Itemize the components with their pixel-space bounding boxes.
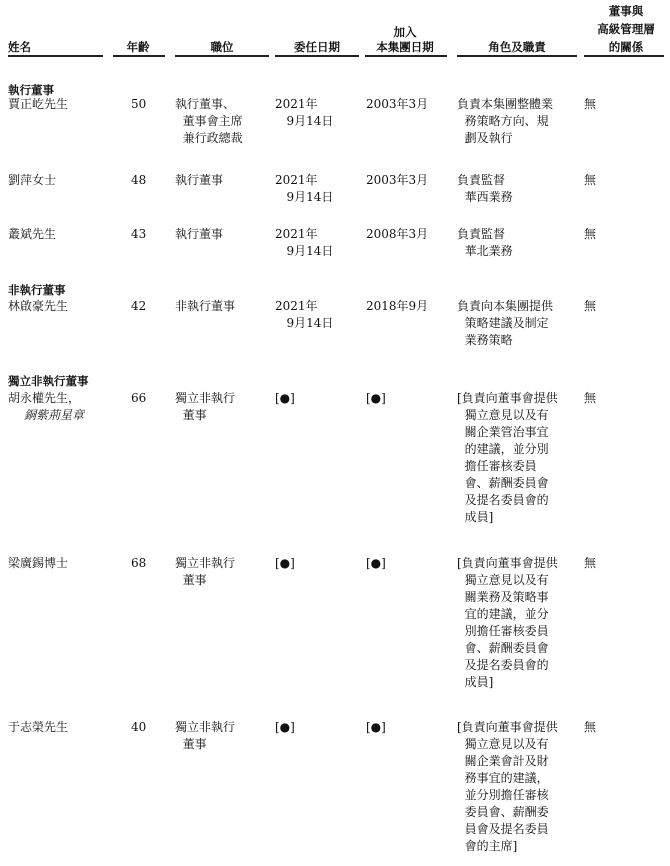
appointment-date: [●]: [275, 720, 295, 734]
header-rule-appointed: [275, 55, 359, 57]
relationship: 無: [584, 720, 597, 734]
header-position: 職位: [210, 40, 234, 54]
director-age: 50: [131, 97, 147, 111]
role-description: [負責向董事會提供 獨立意見以及有 關業務及策略事 宜的建議，並分 別擔任審核委員 會、薪酬委員會 及提名委員會的 成員]: [457, 556, 558, 689]
director-position: 非執行董事: [175, 299, 236, 313]
director-name: 于志榮先生: [8, 720, 69, 734]
header-relation-line1: 董事與: [608, 4, 644, 18]
relationship: 無: [584, 173, 597, 187]
director-age: 42: [131, 299, 147, 313]
relationship: 無: [584, 391, 597, 405]
director-name: 叢斌先生: [8, 227, 57, 241]
header-joined-line1: 加入: [393, 25, 417, 39]
role-description: [負責向董事會提供 獨立意見以及有 關企業管治事宜 的建議，並分別 擔任審核委員 會、薪酬委員會 及提名委員會的 成員]: [457, 391, 558, 524]
join-date: 2008年3月: [366, 227, 429, 241]
director-age: 48: [131, 173, 147, 187]
director-position: 執行董事: [175, 227, 224, 241]
director-age: 66: [131, 391, 147, 405]
director-name: 林啟豪先生: [8, 299, 69, 313]
header-joined-line2: 本集團日期: [376, 40, 434, 54]
appointment-date: 2021年 9月14日: [275, 173, 334, 204]
header-age: 年齡: [126, 40, 150, 54]
director-name: 梁廣錫博士: [8, 556, 69, 570]
header-relation-line2: 高級管理層: [597, 22, 655, 36]
join-date: 2003年3月: [366, 97, 429, 111]
section-non-executive: 非執行董事: [8, 283, 66, 297]
director-age: 40: [131, 720, 147, 734]
director-name: 胡永權先生，: [8, 391, 81, 405]
join-date: [●]: [366, 556, 386, 570]
director-age: 68: [131, 556, 147, 570]
header-rule-role: [457, 55, 577, 57]
header-rule-name: [8, 55, 103, 57]
header-rule-age: [113, 55, 165, 57]
header-role: 角色及職責: [488, 40, 546, 54]
role-description: 負責本集團整體業 務策略方向、規 劃及執行: [457, 97, 554, 145]
appointment-date: [●]: [275, 556, 295, 570]
header-rule-relation: [584, 55, 664, 57]
appointment-date: 2021年 9月14日: [275, 97, 334, 128]
role-description: 負責監督 華西業務: [457, 173, 513, 204]
director-position: 獨立非執行 董事: [175, 720, 236, 751]
section-independent: 獨立非執行董事: [8, 374, 89, 388]
appointment-date: 2021年 9月14日: [275, 299, 334, 330]
role-description: [負責向董事會提供 獨立意見以及有 關企業會計及財 務事宜的建議， 並分別擔任審核 委員會、薪酬委 員會及提名委員 會的主席]: [457, 720, 558, 853]
director-name: 賈正屹先生: [8, 97, 69, 111]
director-honour: 銅紫荊星章: [24, 408, 85, 422]
relationship: 無: [584, 97, 597, 111]
director-position: 獨立非執行 董事: [175, 556, 236, 587]
director-position: 獨立非執行 董事: [175, 391, 236, 422]
director-position: 執行董事: [175, 173, 224, 187]
role-description: 負責監督 華北業務: [457, 227, 513, 258]
relationship: 無: [584, 556, 597, 570]
section-executive: 執行董事: [8, 83, 54, 97]
appointment-date: 2021年 9月14日: [275, 227, 334, 258]
relationship: 無: [584, 299, 597, 313]
director-name: 劉萍女士: [8, 173, 57, 187]
relationship: 無: [584, 227, 597, 241]
join-date: [●]: [366, 391, 386, 405]
join-date: [●]: [366, 720, 386, 734]
role-description: 負責向本集團提供 策略建議及制定 業務策略: [457, 299, 554, 347]
header-rule-joined: [365, 55, 447, 57]
director-position: 執行董事、 董事會主席 兼行政總裁: [175, 97, 243, 145]
header-rule-position: [175, 55, 269, 57]
appointment-date: [●]: [275, 391, 295, 405]
join-date: 2003年3月: [366, 173, 429, 187]
header-appointed: 委任日期: [294, 40, 340, 54]
header-relation-line3: 的關係: [608, 40, 644, 54]
header-name: 姓名: [8, 40, 31, 54]
join-date: 2018年9月: [366, 299, 429, 313]
director-age: 43: [131, 227, 147, 241]
